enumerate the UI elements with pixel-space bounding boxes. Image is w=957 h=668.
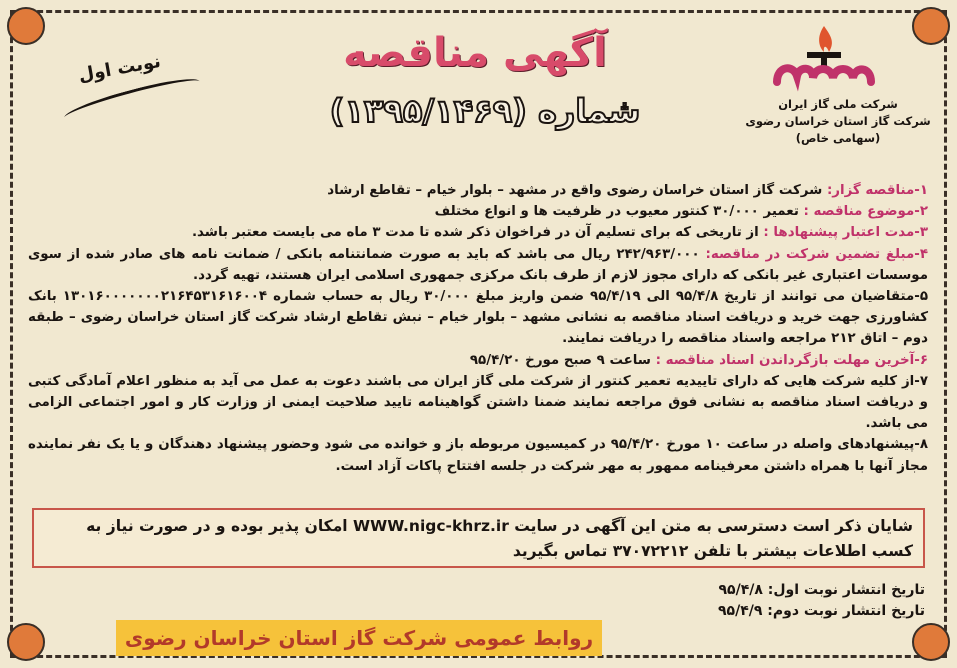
item-label: ۴-مبلغ تضمین شرکت در مناقصه: — [705, 246, 929, 262]
item-text: ۸-پیشنهادهای واصله در ساعت ۱۰ مورخ ۹۵/۴/۲۰ در کمیسیون مربوطه باز و خوانده می شود وحضور پیشنهاد دهندگان و یا یک نفر نماینده مجاز آنها با همراه داشتن معرفینامه ممهور به مهر شرکت در جلسه افتتاح پاکات آزاد است. — [28, 437, 929, 474]
corner-ornament — [912, 7, 950, 45]
corner-ornament — [912, 623, 950, 661]
publication-dates — [718, 580, 925, 622]
item-text: ۵-متقاضیان می توانند از تاریخ ۹۵/۴/۸ الی ۹۵/۴/۱۹ ضمن واریز مبلغ ۳۰/۰۰۰ ریال به حساب شماره ۱۳۰۱۶۰۰۰۰۰۰۰۲۱۶۴۵۳۱۶۱۶۰۰۴ بانک کشاورزی جهت خرید و دریافت اسناد مناقصه به نشانی مشهد – بلوار خیام – نبش تقاطع ارشاد شرکت گاز استان خراسان رضوی – طبقه دوم – اتاق ۲۱۲ مراجعه واسناد مناقصه را دریافت نمایند. — [28, 289, 929, 347]
item-label: ۳-مدت اعتبار پیشنهادها : — [763, 225, 928, 241]
item-text: تعمیر ۳۰/۰۰۰ کنتور معیوب در ظرفیت ها و انواع مختلف — [434, 204, 804, 220]
item-6 — [28, 350, 928, 371]
item-3 — [28, 222, 928, 243]
item-5 — [28, 286, 928, 350]
item-4 — [28, 244, 928, 286]
item-text: ۷-از کلیه شرکت هایی که دارای تاییدیه تعمیر کنتور از شرکت ملی گاز ایران می باشند دعوت به عمل می آید به منظور اعلام آمادگی کتبی و دریافت اسناد مناقصه به نشانی فوق مراجعه نمایند ضمنا داشتن گواهینامه تایید صلاحیت ایمنی از وزارت کار و امور اجتماعی الزامی می باشد. — [28, 373, 928, 432]
item-8 — [28, 434, 928, 476]
item-text: شرکت گاز استان خراسان رضوی واقع در مشهد – بلوار خیام – تقاطع ارشاد — [327, 183, 827, 198]
public-relations-footer: روابط عمومی شرکت گاز استان خراسان رضوی — [116, 620, 602, 656]
item-2 — [28, 201, 928, 222]
website-notice-box: شایان ذکر است دسترسی به متن این آگهی در سایت WWW.nigc-khrz.ir امکان پذیر بوده و در صورت نیاز به کسب اطلاعات بیشتر با تلفن ۳۷۰۷۲۲۱۲ تماس بگیرید — [32, 508, 925, 568]
item-text: ساعت ۹ صبح مورخ ۹۵/۴/۲۰ — [469, 352, 656, 368]
item-text: از تاریخی که برای تسلیم آن در فراخوان ذکر شده تا مدت ۳ ماه می بایست معتبر باشد. — [191, 225, 764, 241]
item-1 — [28, 180, 928, 201]
round-label: نوبت اول — [76, 50, 163, 87]
company-line: شرکت ملی گاز ایران — [778, 97, 898, 111]
company-line: (سهامی خاص) — [795, 131, 881, 145]
item-label: ۲-موضوع مناقصه : — [803, 204, 928, 220]
nigc-flame-logo-icon — [769, 22, 879, 92]
company-name-block — [743, 96, 933, 147]
second-publication-date: تاریخ انتشار نوبت دوم: ۹۵/۴/۹ — [717, 603, 925, 619]
corner-ornament — [7, 623, 45, 661]
item-label: ۶-آخرین مهلت بازگرداندن اسناد مناقصه : — [655, 352, 928, 368]
notice-body — [28, 180, 928, 477]
item-7 — [28, 371, 928, 435]
item-text: ۲۴۲/۹۶۳/۰۰۰ ریال می باشد که باید به صورت ضمانتنامه بانکی / ضمانت نامه های صادر شده از سوی موسسات اعتباری غیر بانکی که دارای مجوز لازم از طرف بانک مرکزی جمهوری اسلامی ایران هستند، تهیه گردد. — [28, 246, 928, 283]
item-label: ۱-مناقصه گزار: — [826, 183, 928, 198]
notice-title: آگهی مناقصه — [343, 30, 607, 76]
corner-ornament — [7, 7, 45, 45]
company-line: شرکت گاز استان خراسان رضوی — [745, 114, 931, 128]
tender-number: شماره (۱۳۹۵/۱۴۶۹) — [329, 92, 641, 130]
first-publication-date: تاریخ انتشار نوبت اول: ۹۵/۴/۸ — [718, 582, 925, 598]
